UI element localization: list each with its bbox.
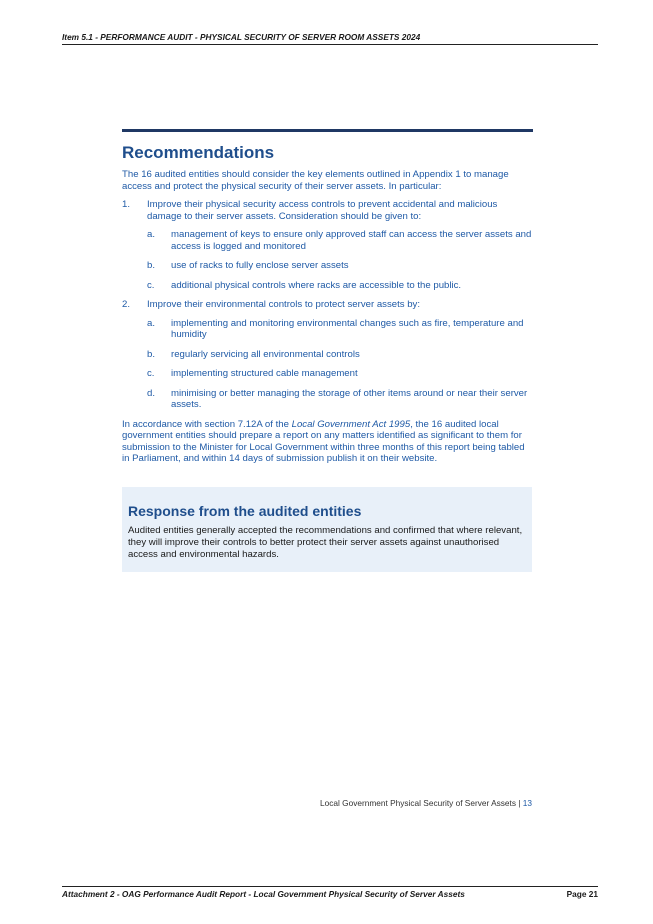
recommendations-heading: Recommendations [122,143,275,162]
sub-item [147,368,533,380]
item-number: 1. [122,199,131,210]
act-title: Local Government Act 1995 [291,418,411,430]
item-text: Improve their physical security access controls to prevent accidental and malicious damage to their server assets. Consideration should be given to: [147,199,498,222]
sub-item-text: minimising or better managing the storage of other items around or near their server assets. [171,387,528,410]
item-text: Improve their environmental controls to protect server assets by: [147,299,421,310]
sub-item-letter: c. [147,279,155,291]
sub-item [147,280,533,292]
sub-item-text: regularly servicing all environmental controls [171,348,360,360]
item-number: 2. [122,299,131,310]
sub-item-letter: a. [147,229,156,240]
recommendation-item [122,199,533,222]
sub-item [147,318,533,341]
recommendations-intro: The 16 audited entities should consider the key elements outlined in Appendix 1 to manage access and protect the physical security of their server assets. In particular: [122,169,509,192]
attachment-footer-text: Attachment 2 - OAG Performance Audit Report - Local Government Physical Security of Server Assets [62,889,465,899]
response-text: Audited entities generally accepted the recommendations and confirmed that where relevant, they will improve their controls to better protect their server assets against unauthorised access and environmental hazards. [128,525,523,560]
sub-item-letter: b. [147,260,156,271]
recommendations-section [122,143,533,465]
report-name: Local Government Physical Security of Server Assets [320,798,516,808]
document-header: Item 5.1 - PERFORMANCE AUDIT - PHYSICAL SECURITY OF SERVER ROOM ASSETS 2024 [62,32,598,45]
footer-separator: | [518,798,521,808]
sub-item-text: use of racks to fully enclose server assets [171,260,349,271]
sub-item-letter: d. [147,387,156,399]
sub-item [147,388,533,411]
closing-paragraph [122,419,533,465]
attachment-page-number: Page 21 [566,889,598,899]
sub-item-text: additional physical controls where racks are accessible to the public. [171,279,462,291]
response-box [122,487,532,572]
closing-text-start: In accordance with section 7.12A of the [122,418,292,430]
report-page-number: 13 [522,798,532,808]
sub-item [147,260,533,272]
sub-item-text: implementing structured cable management [171,368,358,379]
report-page-footer [320,798,532,808]
sub-item-letter: b. [147,348,156,360]
attachment-footer [62,886,598,899]
sub-item-letter: a. [147,317,156,329]
sub-item [147,229,533,252]
closing-text-end: , the 16 audited local government entities should prepare a report on any matters identified as significant to them for submission to the Minister for Local Government within three months of this report being tabled in Parliament, and within 14 days of submission publish it on their website. [122,418,525,464]
sub-item-letter: c. [147,368,155,379]
sub-item [147,349,533,361]
recommendation-item [122,299,533,311]
response-heading: Response from the audited entities [128,503,362,519]
sub-item-text: management of keys to ensure only approved staff can access the server assets and access is logged and monitored [171,229,532,252]
section-divider [122,129,533,132]
sub-item-text: implementing and monitoring environmental changes such as fire, temperature and humidity [171,317,524,340]
